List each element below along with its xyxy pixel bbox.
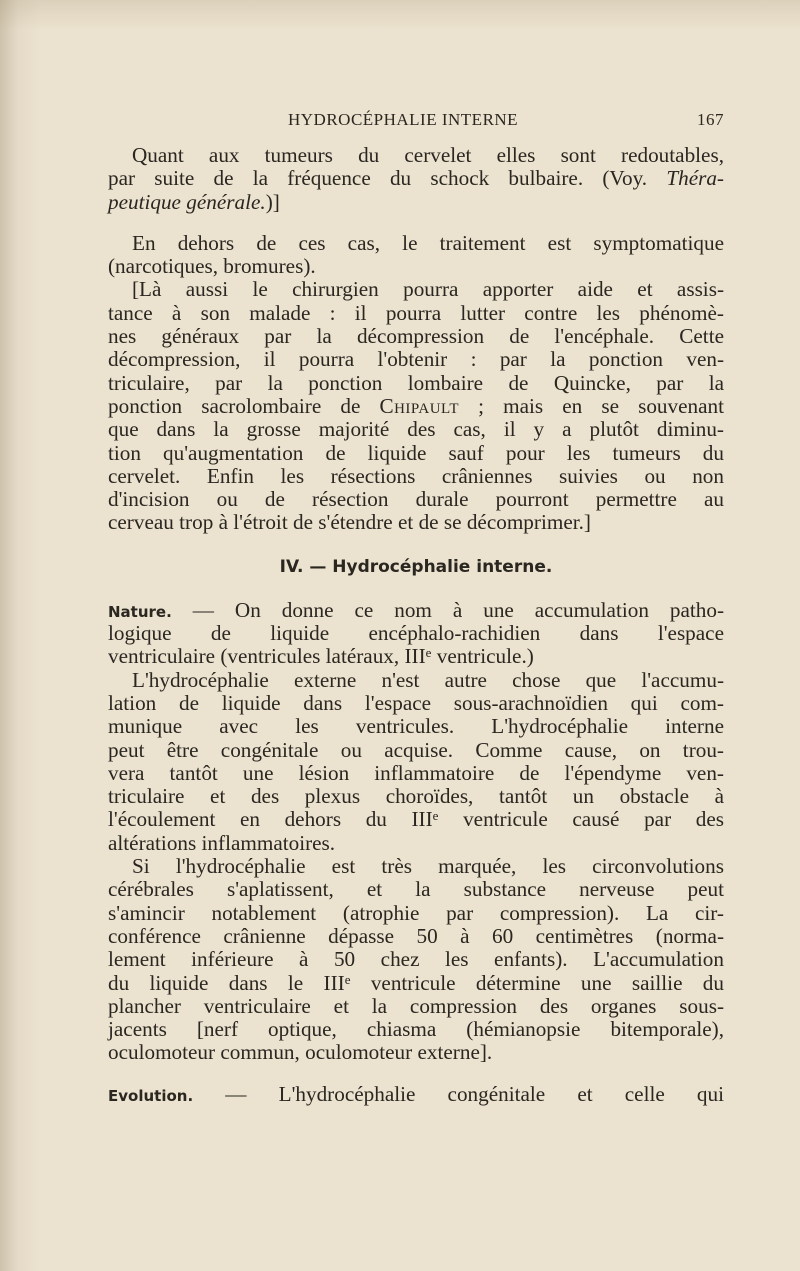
text-line: cérébrales s'aplatissent, et la substance nerveuse peut — [108, 877, 724, 902]
text-line: (narcotiques, bromures). — [108, 254, 316, 279]
text-line: par suite de la fréquence du schock bulbaire. (Voy. Théra- — [108, 166, 724, 191]
text-line: [Là aussi le chirurgien pourra apporter aide et assis- — [132, 277, 724, 302]
text-line: cervelet. Enfin les résections crâniennes suivies ou non — [108, 463, 724, 488]
running-header — [108, 110, 724, 136]
text-line: tion qu'augmentation de liquide sauf pour les tumeurs du — [108, 440, 724, 465]
text-line: L'hydrocéphalie externe n'est autre chose que l'accumu- — [132, 667, 724, 692]
text-line: munique avec les ventricules. L'hydrocéphalie interne — [108, 714, 724, 739]
running-title: HYDROCÉPHALIE INTERNE — [288, 110, 519, 129]
text-line: triculaire et des plexus choroïdes, tantôt un obstacle à — [108, 784, 724, 809]
text-line: d'incision ou de résection durale pourront permettre au — [108, 487, 724, 512]
text-line: nes généraux par la décompression de l'encéphale. Cette — [108, 324, 724, 349]
text-line: décompression, il pourra l'obtenir : par la ponction ven- — [108, 347, 724, 372]
text-line: conférence crânienne dépasse 50 à 60 centimètres (norma- — [108, 923, 724, 948]
author-name: Chipault — [379, 393, 460, 418]
text-line: Si l'hydrocéphalie est très marquée, les circonvolutions — [132, 854, 724, 879]
body-text — [108, 144, 724, 1106]
text-line: peutique générale.)] — [108, 189, 280, 214]
paragraph-6 — [108, 855, 724, 1065]
text-line: ventriculaire (ventricules latéraux, IIIe ventricule.) — [108, 644, 534, 669]
text-line: l'écoulement en dehors du IIIe ventricule causé par des — [108, 807, 724, 832]
text-line: peut être congénitale ou acquise. Comme cause, on trou- — [108, 737, 724, 762]
text-line: triculaire, par la ponction lombaire de Quincke, par la — [108, 370, 724, 395]
italic-reference: Théra- — [666, 166, 724, 191]
text-line: vera tantôt une lésion inflammatoire de l'épendyme ven- — [108, 760, 724, 785]
paragraph-2 — [108, 232, 724, 279]
text-line: plancher ventriculaire et la compression des organes sous- — [108, 993, 724, 1018]
text-line: En dehors de ces cas, le traitement est symptomatique — [132, 230, 724, 255]
italic-reference: peutique générale. — [108, 189, 266, 214]
text-line: cerveau trop à l'étroit de s'étendre et de se décomprimer.] — [108, 510, 591, 535]
paragraph-3 — [108, 278, 724, 534]
text-line: Quant aux tumeurs du cervelet elles sont redoutables, — [132, 143, 724, 167]
text-line: du liquide dans le IIIe ventricule détermine une saillie du — [108, 970, 724, 995]
paragraph-lead: Nature. — [108, 602, 172, 621]
text-line: lement inférieure à 50 chez les enfants). L'accumulation — [108, 947, 724, 972]
text-line: jacents [nerf optique, chiasma (hémianopsie bitemporale), — [108, 1017, 724, 1042]
text-line: Nature. — On donne ce nom à une accumulation patho- — [108, 597, 724, 622]
paragraph-7 — [108, 1083, 724, 1106]
page-number: 167 — [697, 110, 724, 129]
paragraph-4 — [108, 599, 724, 669]
paragraph-lead: Evolution. — [108, 1086, 194, 1105]
text-line: altérations inflammatoires. — [108, 830, 336, 855]
text-line: que dans la grosse majorité des cas, il y a plutôt diminu- — [108, 417, 724, 442]
section-heading: IV. — Hydrocéphalie interne. — [279, 556, 553, 577]
text-line: ponction sacrolombaire de Chipault ; mais en se souvenant — [108, 393, 724, 418]
paragraph-5 — [108, 669, 724, 855]
text-line: logique de liquide encéphalo-rachidien dans l'espace — [108, 621, 724, 646]
text-line: lation de liquide dans l'espace sous-arachnoïdien qui com- — [108, 690, 724, 715]
text-line: oculomoteur commun, oculomoteur externe]. — [108, 1040, 493, 1065]
paragraph-1 — [108, 144, 724, 214]
text-line: Evolution. — L'hydrocéphalie congénitale et celle qui — [108, 1081, 724, 1106]
text-line: tance à son malade : il pourra lutter contre les phénomè- — [108, 300, 724, 325]
text-line: s'amincir notablement (atrophie par compression). La cir- — [108, 900, 724, 925]
